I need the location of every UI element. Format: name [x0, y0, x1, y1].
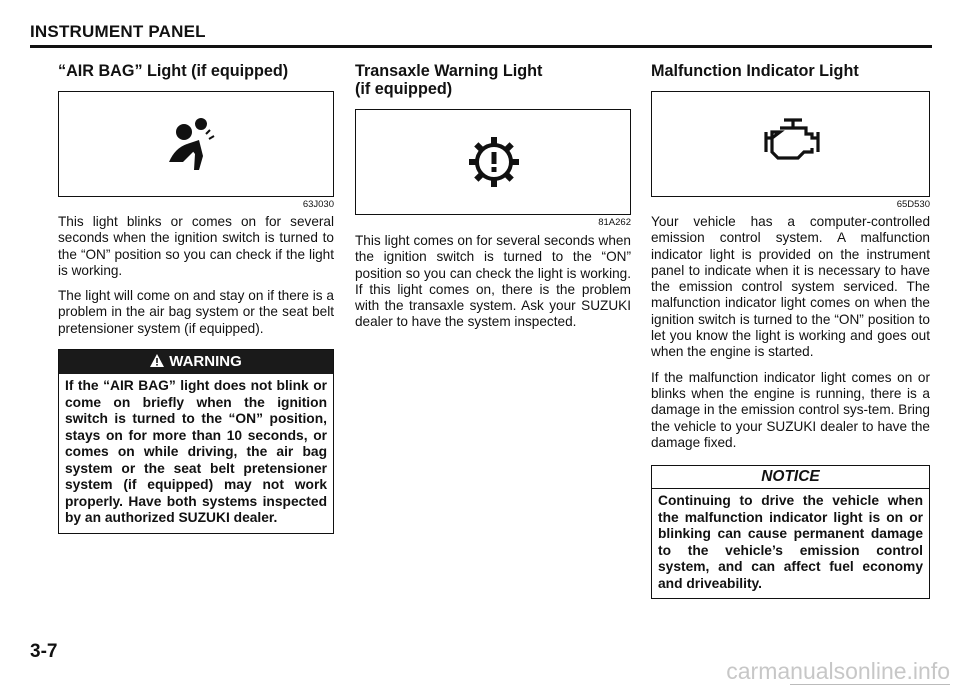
transaxle-gear-warning-icon — [356, 110, 632, 214]
warning-text: If the “AIR BAG” light does not blink or come on briefly when the ignition switch is turned to the “ON” position, stays on for more than 10 seconds, or comes on while driving, the air bag system or the seat belt pretensioner system (if equipped) may not work properly. Have both systems inspected by an authorized SUZUKI dealer. — [65, 378, 327, 526]
malfunction-paragraph-1: Your vehicle has a computer-controlled emission control system. A malfunction indicator light is provided on the instrument panel to indicate when it is necessary to have the emission control system serviced. The malfunction indicator light comes on when the ignition switch is turned to the “ON” position to let you know the light is working and goes out when the engine is started. — [651, 214, 930, 360]
warning-triangle-icon — [150, 354, 164, 367]
airbag-figure-code: 63J030 — [302, 199, 334, 210]
page-number: 3-7 — [30, 641, 58, 662]
warning-box — [58, 349, 334, 534]
transaxle-figure-code: 81A262 — [598, 217, 631, 228]
check-engine-icon — [652, 92, 931, 196]
malfunction-section-title: Malfunction Indicator Light — [651, 62, 859, 80]
warning-label: WARNING — [169, 353, 242, 371]
watermark-rule — [790, 684, 950, 685]
airbag-paragraph-2: The light will come on and stay on if there is a problem in the air bag system or the seat belt pretensioner system (if equipped). — [58, 288, 334, 336]
malfunction-figure — [651, 91, 930, 197]
notice-label: NOTICE — [652, 466, 929, 489]
malfunction-light-section — [651, 62, 930, 599]
malfunction-paragraph-2: If the malfunction indicator light comes on or blinks when the engine is running, there is a damage in the emission control sys-tem. Bring the vehicle to your SUZUKI dealer to have the damage fixed. — [651, 369, 930, 450]
airbag-section-title: “AIR BAG” Light (if equipped) — [58, 62, 289, 80]
header-rule — [30, 45, 932, 48]
notice-text: Continuing to drive the vehicle when the malfunction indicator light is on or blinking can cause permanent damage to the vehicle’s emission control system, and can affect fuel economy and driveability. — [658, 493, 923, 591]
airbag-light-section — [58, 62, 334, 534]
transaxle-section-title-line2: (if equipped) — [355, 80, 453, 98]
airbag-paragraph-1: This light blinks or comes on for several seconds when the ignition switch is turned to the “ON” position so you can check if the light is working. — [58, 214, 334, 278]
airbag-warning-icon — [59, 92, 335, 196]
malfunction-figure-code: 65D530 — [896, 199, 930, 210]
page-header-title: INSTRUMENT PANEL — [30, 22, 206, 41]
transaxle-section-title-line1: Transaxle Warning Light — [355, 62, 543, 80]
transaxle-figure — [355, 109, 631, 215]
warning-header — [59, 350, 333, 374]
transaxle-light-section — [355, 62, 631, 331]
airbag-figure — [58, 91, 334, 197]
transaxle-paragraph-1: This light comes on for several seconds when the ignition switch is turned to the “ON” position so you can check the light is working. If this light comes on, there is the problem with the transaxle system. Ask your SUZUKI dealer to have the system inspected. — [355, 233, 631, 330]
notice-box — [651, 465, 930, 599]
watermark-text: carmanualsonline.info — [726, 658, 950, 684]
